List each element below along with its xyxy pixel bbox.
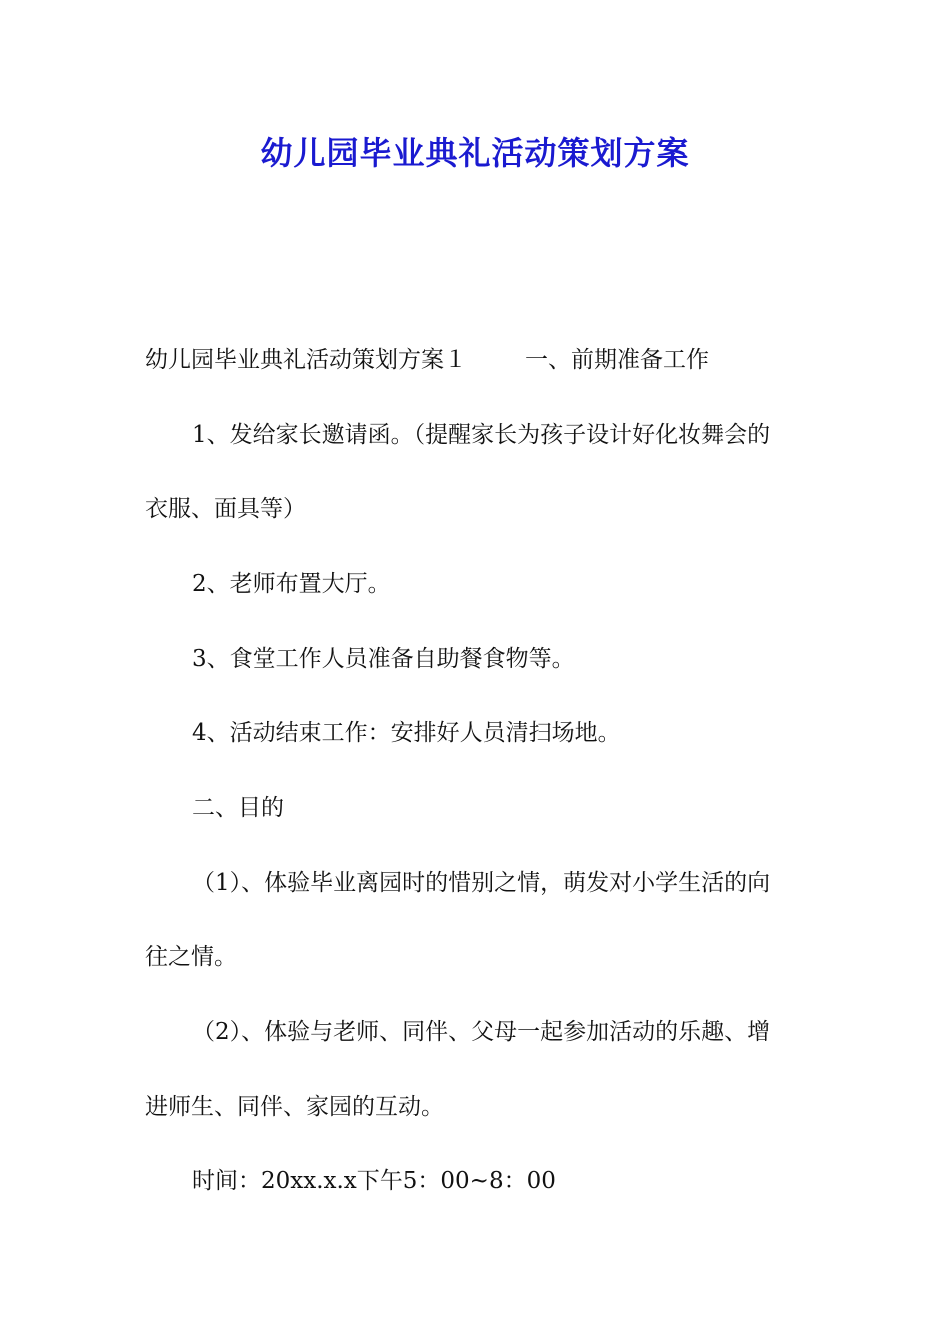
- purpose-item-2-continued: 进师生、同伴、家园的互动。: [145, 1094, 444, 1120]
- plan-heading: 幼儿园毕业典礼活动策划方案１: [145, 347, 467, 373]
- list-item-3: 3、食堂工作人员准备自助餐食物等。: [192, 646, 575, 672]
- event-time: 时间：20xx.x.x下午5：00~8：00: [192, 1168, 556, 1194]
- section-heading-preparation: 一、前期准备工作: [525, 347, 709, 373]
- purpose-item-2: （2）、体验与老师、同伴、父母一起参加活动的乐趣、增: [192, 1019, 771, 1045]
- purpose-item-1: （1）、体验毕业离园时的惜别之情，萌发对小学生活的向: [192, 870, 771, 896]
- list-item-2: 2、老师布置大厅。: [192, 571, 391, 597]
- list-item-4: 4、活动结束工作：安排好人员清扫场地。: [192, 720, 621, 746]
- list-item-1-continued: 衣服、面具等）: [145, 496, 306, 522]
- paragraph-intro-line: [145, 345, 709, 375]
- section-heading-purpose: 二、目的: [192, 795, 284, 821]
- list-item-1: 1、发给家长邀请函。（提醒家长为孩子设计好化妆舞会的: [192, 422, 771, 448]
- document-title: 幼儿园毕业典礼活动策划方案: [260, 134, 690, 172]
- purpose-item-1-continued: 往之情。: [145, 944, 237, 970]
